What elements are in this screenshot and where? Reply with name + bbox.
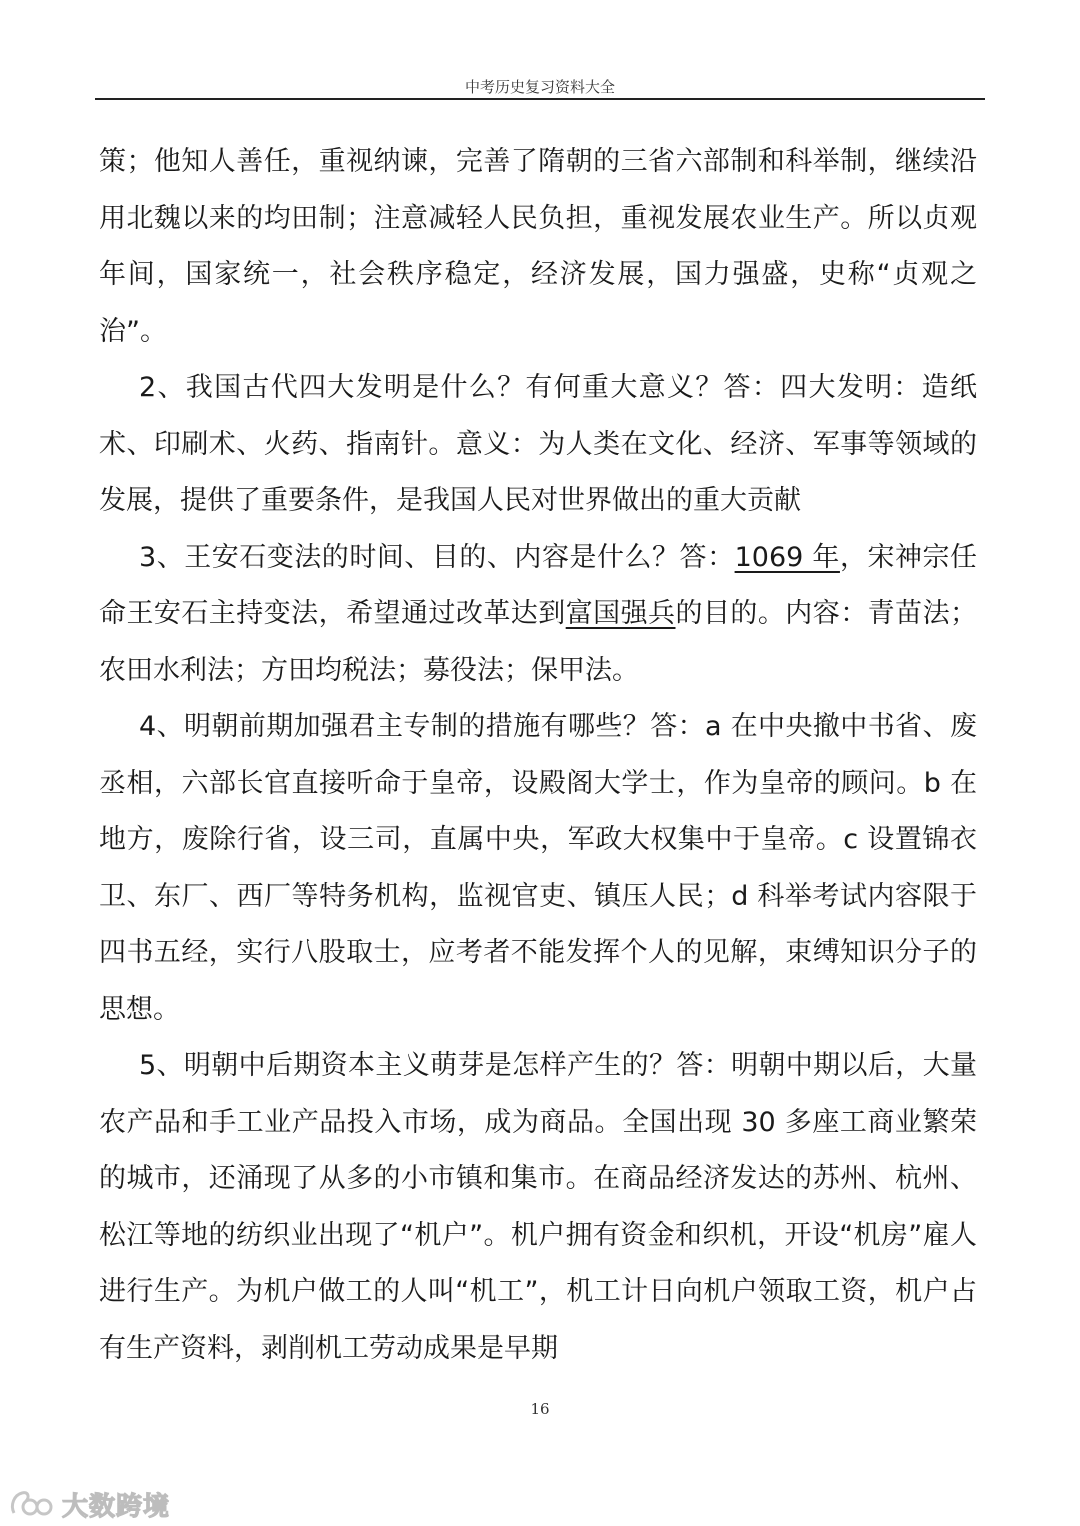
paragraph-question-2: 2、我国古代四大发明是什么？有何重大意义？答：四大发明：造纸术、印刷术、火药、指南针。意义：为人类在文化、经济、军事等领域的发展，提供了重要条件，是我国人民对世界做出的重大贡献 xyxy=(99,372,977,516)
q3-underlined-goal: 富国强兵 xyxy=(565,598,676,629)
watermark-logo-icon xyxy=(8,1487,54,1521)
q3-text-part3: 的目的。内容：青苗法；农田水利法；方田均税法；募役法；保甲法。 xyxy=(99,598,978,686)
q3-text-part2: ，宋神宗任命王安石主持变法，希望通过改革达到 xyxy=(99,541,978,629)
watermark-text: 大数跨境 xyxy=(62,1491,171,1522)
page-number: 16 xyxy=(530,1400,550,1418)
paragraph-question-4: 4、明朝前期加强君主专制的措施有哪些？答：a 在中央撤中书省、废丞相，六部长官直接听命于皇帝，设殿阁大学士，作为皇帝的顾问。b 在地方，废除行省，设三司，直属中央，军政大权集中于皇帝。c 设置锦衣卫、东厂、西厂等特务机构，监视官吏、镇压人民；d 科举考试内容限于四书五经，实行八股取士，应考者不能发挥个人的见解，束缚知识分子的思想。 xyxy=(99,711,977,1025)
paragraph-continuation: 策；他知人善任，重视纳谏，完善了隋朝的三省六部制和科举制，继续沿用北魏以来的均田制；注意减轻人民负担，重视发展农业生产。所以贞观年间，国家统一，社会秩序稳定，经济发展，国力强盛，史称“贞观之治”。 xyxy=(99,146,977,347)
q3-underlined-year: 1069 年 xyxy=(734,541,840,573)
document-body xyxy=(99,134,977,1377)
q3-text-part1: 3、王安石变法的时间、目的、内容是什么？答： xyxy=(139,541,735,573)
header-divider xyxy=(95,98,985,100)
watermark xyxy=(8,1484,170,1524)
paragraph-question-5: 5、明朝中后期资本主义萌芽是怎样产生的？答：明朝中期以后，大量农产品和手工业产品投入市场，成为商品。全国出现 30 多座工商业繁荣的城市，还涌现了从多的小市镇和集市。在商品经济发达的苏州、杭州、松江等地的纺织业出现了“机户”。机户拥有资金和织机，开设“机房”雇人进行生产。为机户做工的人叫“机工”，机工计日向机户领取工资，机户占有生产资料，剥削机工劳动成果是早期 xyxy=(99,1050,977,1364)
page-header-title: 中考历史复习资料大全 xyxy=(464,78,615,96)
paragraph-question-3 xyxy=(99,530,977,700)
